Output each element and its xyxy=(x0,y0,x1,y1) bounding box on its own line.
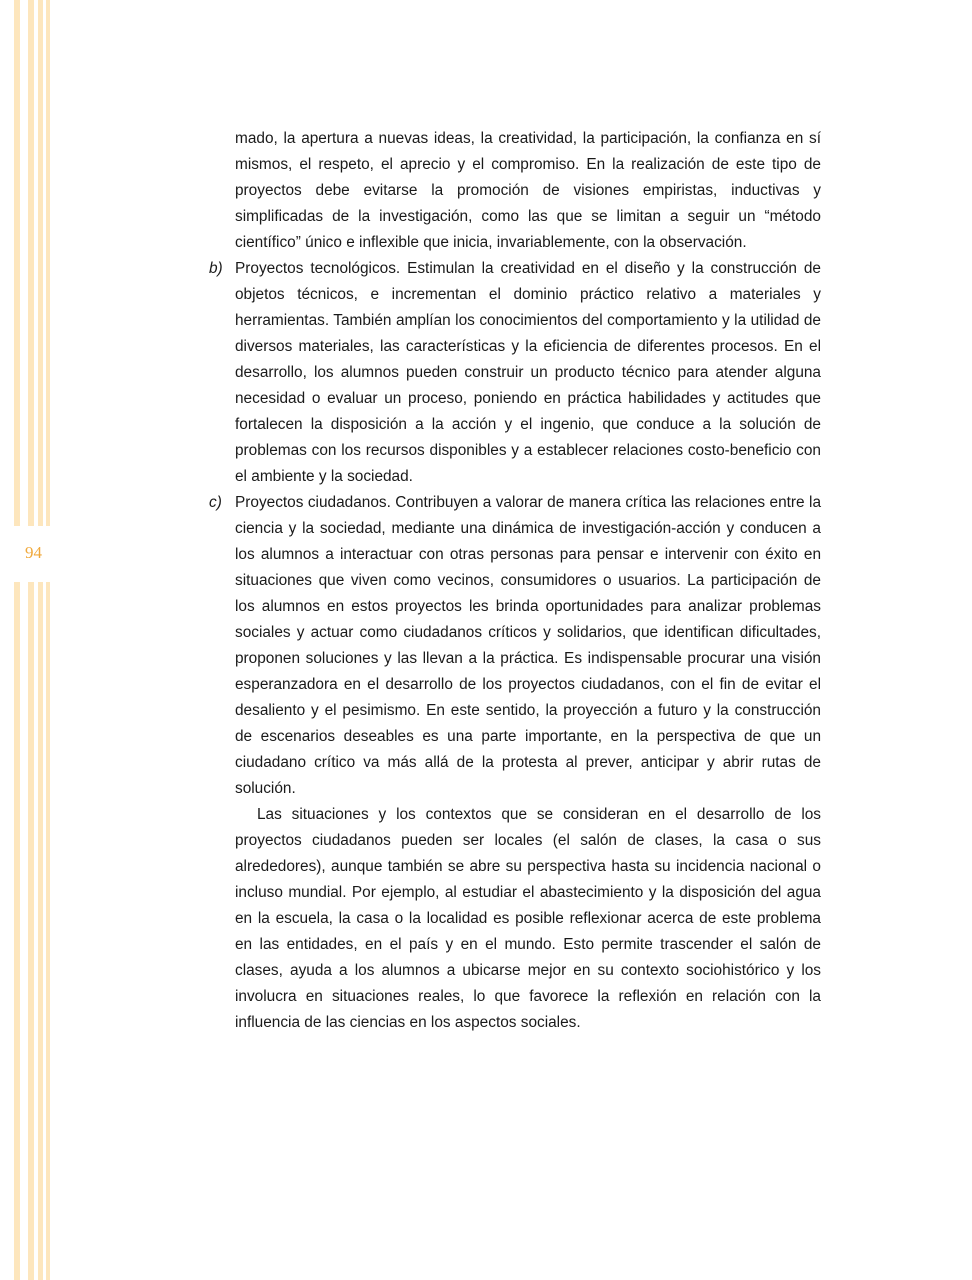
list-item-text: Proyectos ciudadanos. Contribuyen a valorar de manera crítica las relaciones entre la ciencia y la sociedad, mediante una dinámica de investigación-acción y conducen a los alumnos a interactuar con otras personas para pensar e intervenir con éxito en situaciones que viven como vecinos, consumidores o usuarios. La participación de los alumnos en estos proyectos les brinda oportunidades para analizar problemas sociales y actuar como ciudadanos críticos y solidarios, que identifican dificultades, proponen soluciones y las llevan a la práctica. Es indispensable procurar una visión esperanzadora en el desarrollo de los proyectos ciudadanos, con el fin de evitar el desaliento y el pesimismo. En este sentido, la proyección a futuro y la construcción de escenarios deseables es una parte importante, en la perspectiva de que un ciudadano crítico va más allá de la protesta al prever, anticipar y abrir rutas de solución. xyxy=(235,494,821,797)
list-item-citizen-projects xyxy=(209,490,821,802)
margin-stripe xyxy=(28,0,34,1280)
list-item-label: b) xyxy=(209,260,223,277)
closing-paragraph: Las situaciones y los contextos que se consideran en el desarrollo de los proyectos ciudadanos pueden ser locales (el salón de clases, la casa o sus alrededores), aunque también se abre su perspectiva hasta su incidencia nacional o incluso mundial. Por ejemplo, al estudiar el abastecimiento y la disposición del agua en la escuela, la casa o la localidad es posible reflexionar acerca de este problema en las entidades, en el país y en el mundo. Esto permite trascender el salón de clases, ayuda a los alumnos a ubicarse mejor en su contexto sociohistórico y los involucra en situaciones reales, lo que favorece la reflexión en relación con la influencia de las ciencias en los aspectos sociales. xyxy=(235,806,821,1031)
margin-stripe xyxy=(14,0,20,1280)
margin-stripe xyxy=(38,0,43,1280)
list-item-technological-projects xyxy=(209,256,821,490)
intro-paragraph: mado, la apertura a nuevas ideas, la creatividad, la participación, la confianza en sí mismos, el respeto, el aprecio y el compromiso. En la realización de este tipo de proyectos debe evitarse la promoción de visiones empiristas, inductivas y simplificadas de la investigación, como las que se limitan a seguir un “método científico” único e inflexible que inicia, invariablemente, con la observación. xyxy=(235,130,821,251)
margin-stripe xyxy=(46,0,50,1280)
list-item-text: Proyectos tecnológicos. Estimulan la creatividad en el diseño y la construcción de objetos técnicos, e incrementan el dominio práctico relativo a materiales y herramientas. También amplían los conocimientos del comportamiento y la utilidad de diversos materiales, las características y la eficiencia de diferentes procesos. En el desarrollo, los alumnos pueden construir un producto técnico para atender alguna necesidad o evaluar un proceso, poniendo en práctica habilidades y actitudes que fortalecen la disposición a la acción y el ingenio, que conduce a la solución de problemas con los recursos disponibles y a establecer relaciones costo-beneficio con el ambiente y la sociedad. xyxy=(235,260,821,485)
decorative-margin-stripes xyxy=(0,0,60,1280)
body-text xyxy=(209,126,821,1036)
list-item-label: c) xyxy=(209,494,222,511)
page-number: 94 xyxy=(25,543,42,562)
